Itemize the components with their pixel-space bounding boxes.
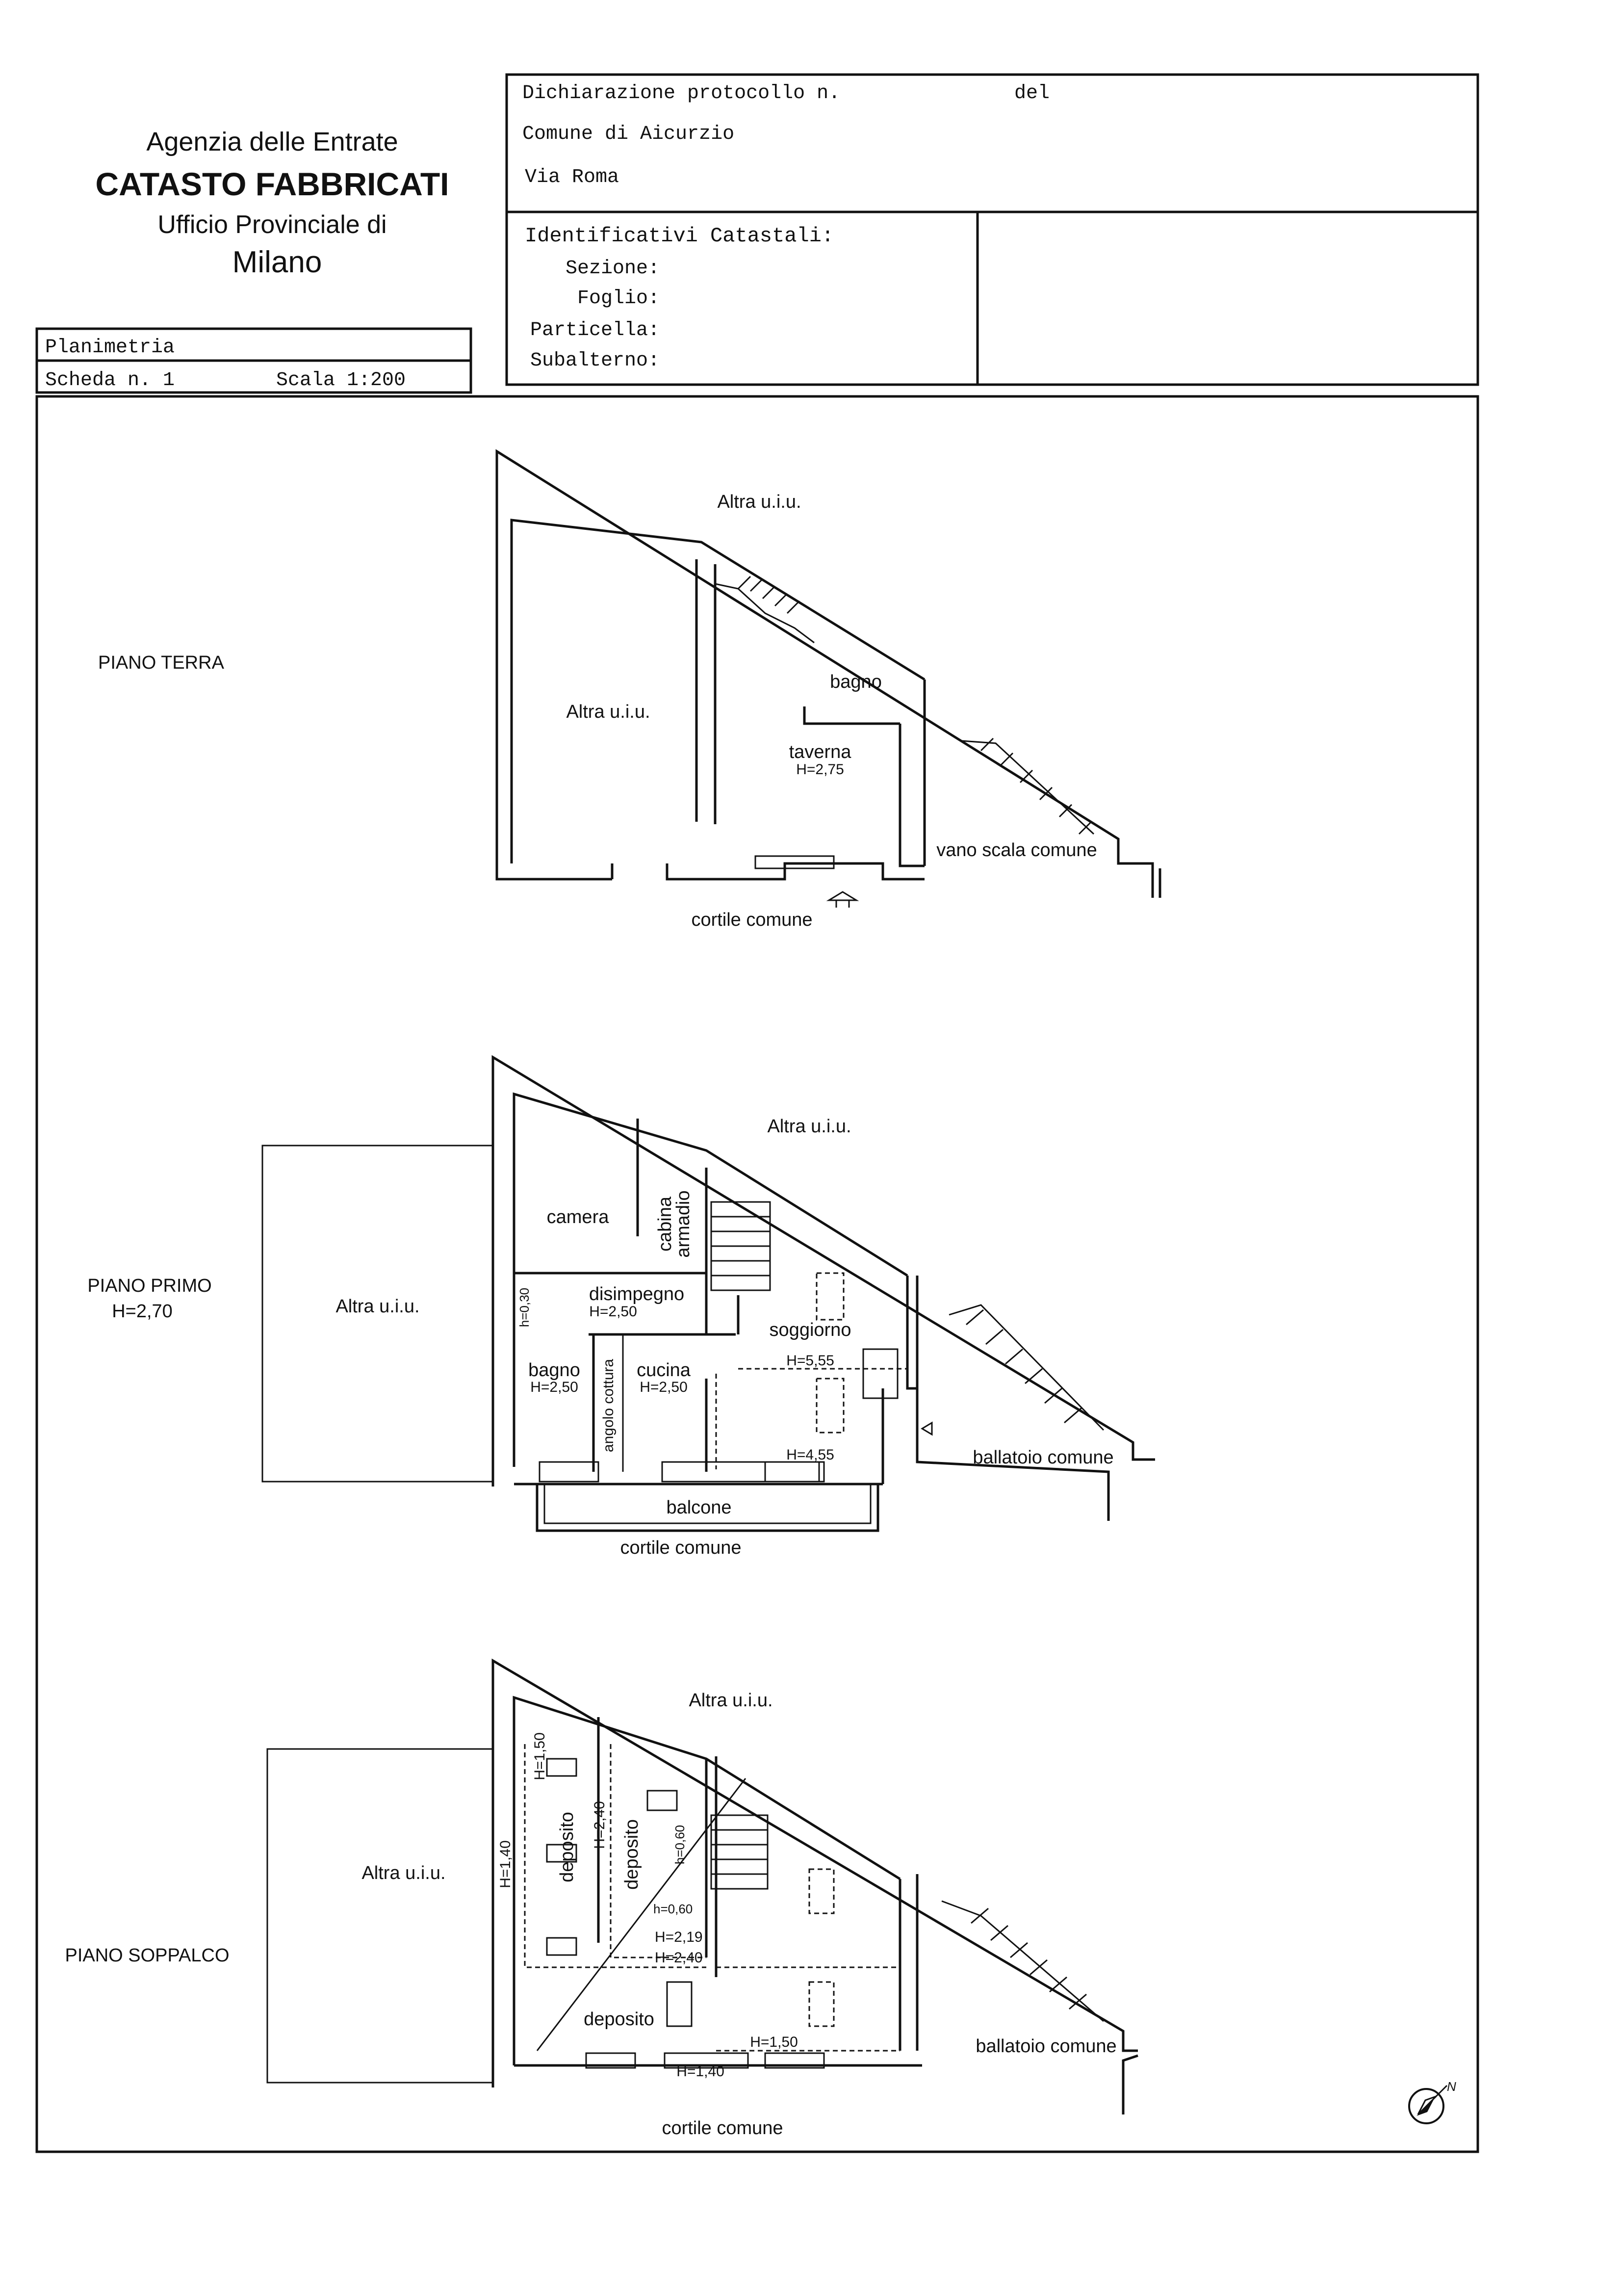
first-balcone-label: balcone (666, 1497, 732, 1518)
first-disimpegno-label: disimpegno (589, 1284, 685, 1305)
first-h030-label: h=0,30 (517, 1287, 532, 1328)
ground-front-wall (667, 863, 925, 879)
mezz-h219-label: H=2,19 (655, 1929, 703, 1945)
first-cortile-label: cortile comune (620, 1538, 742, 1558)
ground-taverna-label: taverna (789, 742, 851, 762)
mezz-ballatoio-label: ballatoio comune (976, 2036, 1117, 2057)
ground-internal-stair (715, 576, 814, 643)
first-window-1 (540, 1462, 598, 1482)
comune-text: Comune di Aicurzio (522, 123, 735, 145)
agency-city: Milano (232, 245, 322, 279)
mezz-void-3 (809, 1982, 834, 2026)
floor-plan-ground (98, 451, 1160, 930)
mezz-altra-top: Altra u.i.u. (689, 1690, 773, 1711)
first-soggiorno-label: soggiorno (769, 1320, 851, 1340)
mezz-hatch-4 (647, 1791, 677, 1810)
first-bagno-label: bagno (528, 1360, 580, 1381)
first-right-stair (863, 1349, 898, 1398)
first-h455-label: H=4,55 (786, 1447, 834, 1463)
declaration-box (507, 75, 1478, 212)
first-floor-title: PIANO PRIMO (87, 1276, 212, 1296)
foglio-label: Foglio: (577, 287, 660, 310)
subalterno-label: Subalterno: (530, 350, 660, 372)
particella-label: Particella: (530, 319, 660, 341)
first-bagno-height: H=2,50 (530, 1379, 578, 1395)
planimetria-label: Planimetria (45, 337, 175, 359)
mezz-deposito-3: deposito (584, 2009, 654, 2030)
del-label: del (1014, 82, 1050, 104)
mezz-h240-label: H=2,40 (655, 1950, 703, 1966)
ground-stair-label: vano scala comune (936, 840, 1097, 861)
first-ballatoio-wall (917, 1276, 1108, 1521)
sezione-label: Sezione: (565, 258, 660, 280)
mezz-hatch-3 (547, 1938, 576, 1955)
first-h555-label: H=5,55 (786, 1353, 834, 1369)
mezz-h140-v: H=1,40 (497, 1840, 514, 1888)
first-altra-left: Altra u.i.u. (335, 1296, 420, 1317)
ground-outer-wall (497, 451, 1153, 898)
mezz-deposito-2: deposito (621, 1819, 642, 1890)
first-right-wall (907, 1276, 917, 1388)
entrance-arrow-icon (829, 892, 856, 908)
mezz-common-stair (942, 1901, 1104, 2021)
mezz-h060-b: h=0,60 (653, 1902, 693, 1916)
first-armadio-label: armadio (673, 1190, 694, 1258)
identifiers-title: Identificativi Catastali: (525, 224, 834, 248)
first-cucina-label: cucina (637, 1360, 691, 1381)
protocol-label: Dichiarazione protocollo n. (522, 82, 841, 104)
first-disimpegno-height: H=2,50 (589, 1304, 637, 1320)
ground-taverna-height: H=2,75 (796, 761, 844, 778)
ground-right-wall (900, 724, 925, 866)
ground-altra-left: Altra u.i.u. (566, 702, 650, 722)
first-camera-label: camera (546, 1207, 609, 1227)
scala-label: Scala 1:200 (276, 369, 406, 391)
identifiers-box (507, 212, 1478, 385)
north-compass-icon (1409, 2079, 1456, 2123)
first-ballatoio-label: ballatoio comune (973, 1447, 1114, 1468)
first-window-3 (765, 1462, 819, 1482)
mezz-cortile-label: cortile comune (662, 2118, 783, 2139)
mezz-hatch-1 (547, 1759, 576, 1776)
first-angolo-label: angolo cottura (600, 1358, 617, 1453)
ground-altra-top: Altra u.i.u. (717, 492, 801, 512)
ground-floor-title: PIANO TERRA (98, 652, 224, 673)
entrance-arrow-icon (922, 1423, 932, 1435)
street-text: Via Roma (525, 166, 619, 188)
floor-plan-first (87, 1057, 1155, 1558)
first-void-2 (817, 1273, 844, 1320)
first-floor-height: H=2,70 (112, 1301, 173, 1322)
mezzanine-title: PIANO SOPPALCO (65, 1945, 230, 1966)
first-window-2 (662, 1462, 824, 1482)
agency-header (95, 127, 449, 279)
mezz-altra-left: Altra u.i.u. (361, 1863, 446, 1883)
mezz-h060-a: h=0,60 (672, 1825, 687, 1865)
ground-bagno-label: bagno (830, 672, 882, 692)
mezz-deposito-1: deposito (557, 1812, 577, 1882)
sheet-info-box (37, 329, 471, 392)
mezz-h140-label: H=1,40 (676, 2063, 724, 2080)
first-cabina-label: cabina (655, 1197, 675, 1252)
ground-cortile-label: cortile comune (691, 910, 813, 930)
first-internal-stair (711, 1202, 770, 1290)
ground-bath-wall (804, 706, 900, 724)
first-void-1 (817, 1379, 844, 1433)
floor-plan-mezzanine (65, 1661, 1138, 2139)
mezz-h150-label: H=1,50 (750, 2034, 798, 2050)
mezz-ballatoio-wall (1123, 2056, 1138, 2114)
scheda-label: Scheda n. 1 (45, 369, 175, 391)
mezz-internal-stair (711, 1815, 768, 1889)
mezz-h240-v: H=2,40 (592, 1801, 608, 1849)
first-cucina-height: H=2,50 (640, 1379, 688, 1395)
mezz-h150-v: H=1,50 (532, 1732, 548, 1780)
agency-name: Agenzia delle Entrate (146, 127, 398, 157)
agency-title: CATASTO FABBRICATI (95, 166, 449, 202)
svg-text:N: N (1447, 2079, 1456, 2094)
mezz-void-2 (809, 1869, 834, 1913)
first-altra-top: Altra u.i.u. (767, 1116, 851, 1137)
mezz-left-annex (267, 1749, 493, 2083)
agency-office: Ufficio Provinciale di (157, 210, 387, 239)
mezz-void-1 (667, 1982, 692, 2026)
